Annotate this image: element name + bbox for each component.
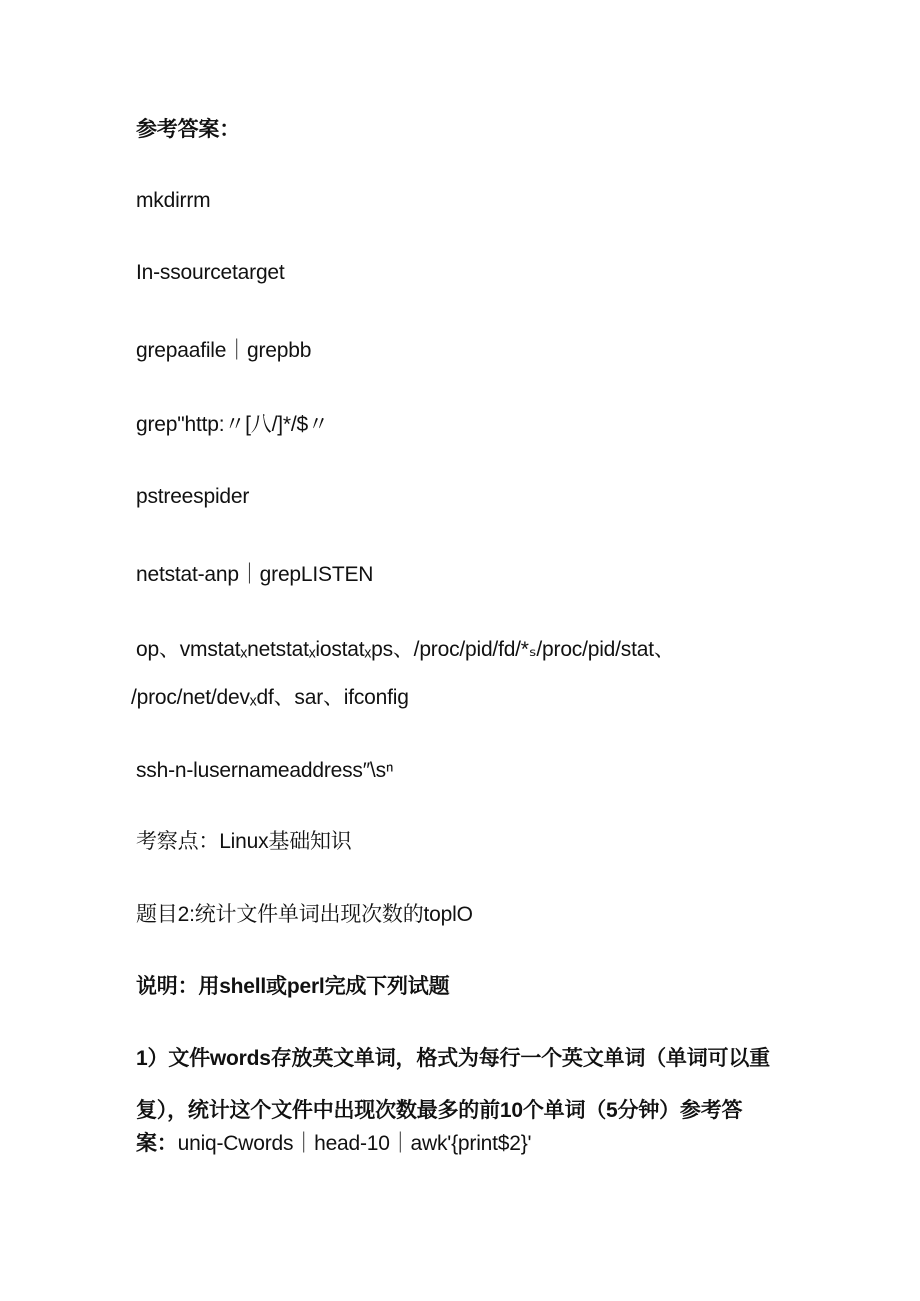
exam-point: 考察点：Linux基础知识	[136, 830, 352, 853]
command-line-7-continued: /proc/net/devₓdf、sar、ifconfig	[131, 686, 409, 709]
command-line-6: netstat-anp｜grepLISTEN	[136, 563, 374, 586]
command-line-8: ssh-n-lusernameaddress″\sⁿ	[136, 759, 394, 782]
command-line-7: op、vmstatₓnetstatₓiostatₓps、/proc/pid/fd/*ₛ/proc/pid/stat、	[136, 638, 675, 661]
answer-command: uniq-Cwords｜head-10｜awk'{print$2}'	[177, 1132, 532, 1155]
command-line-5: pstreespider	[136, 485, 250, 508]
command-line-3: grepaafile｜grepbb	[136, 339, 312, 362]
question-1-answer	[136, 1130, 531, 1158]
question-1-line-2: 复），统计这个文件中出现次数最多的前10个单词（5分钟）参考答	[136, 1099, 743, 1122]
instructions: 说明：用shell或perl完成下列试题	[136, 975, 450, 998]
command-line-2: In-ssourcetarget	[136, 261, 285, 284]
command-line-4: grep"http:〃[八/]*/$〃	[136, 413, 329, 436]
question-title: 题目2:统计文件单词出现次数的toplO	[136, 903, 473, 926]
answer-heading: 参考答案：	[136, 118, 240, 141]
command-line-1: mkdirrm	[136, 189, 211, 212]
answer-prefix: 案：	[136, 1132, 178, 1155]
question-1-line-1: 1）文件words存放英文单词，格式为每行一个英文单词（单词可以重	[136, 1047, 770, 1070]
